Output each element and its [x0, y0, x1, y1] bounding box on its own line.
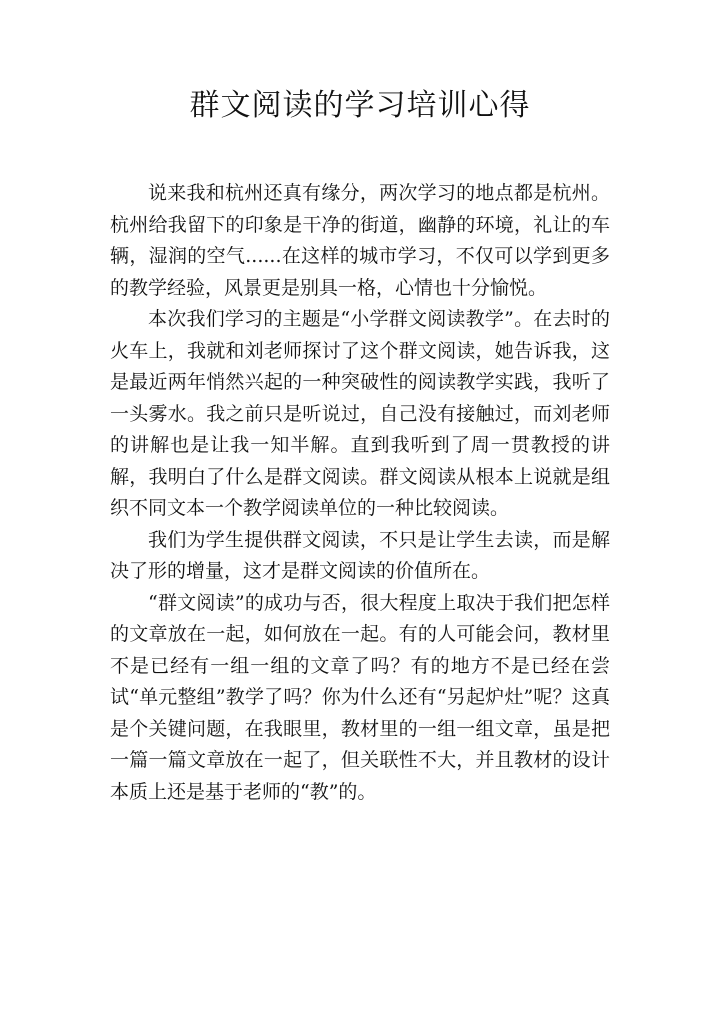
document-body: [110, 178, 610, 808]
paragraph: 本次我们学习的主题是“小学群文阅读教学”。在去时的火车上，我就和刘老师探讨了这个群文阅读，她告诉我，这是最近两年悄然兴起的一种突破性的阅读教学实践，我听了一头雾水。我之前只是听说过，自己没有接触过，而刘老师的讲解也是让我一知半解。直到我听到了周一贯教授的讲解，我明白了什么是群文阅读。群文阅读从根本上说就是组织不同文本一个教学阅读单位的一种比较阅读。: [110, 308, 610, 519]
paragraph: 我们为学生提供群文阅读，不只是让学生去读，而是解决了形的增量，这才是群文阅读的价值所在。: [110, 528, 610, 582]
paragraph: “群文阅读”的成功与否，很大程度上取决于我们把怎样的文章放在一起，如何放在一起。有的人可能会问，教材里不是已经有一组一组的文章了吗？有的地方不是已经在尝试“单元整组”教学了吗？你为什么还有“另起炉灶”呢？这真是个关键问题，在我眼里，教材里的一组一组文章，虽是把一篇一篇文章放在一起了，但关联性不大，并且教材的设计本质上还是基于老师的“教”的。: [110, 591, 610, 803]
document-title: 群文阅读的学习培训心得: [189, 88, 531, 123]
paragraph: 说来我和杭州还真有缘分，两次学习的地点都是杭州。杭州给我留下的印象是干净的街道，幽静的环境，礼让的车辆，湿润的空气......在这样的城市学习，不仅可以学到更多的教学经验，风景更是别具一格，心情也十分愉悦。: [110, 182, 610, 299]
